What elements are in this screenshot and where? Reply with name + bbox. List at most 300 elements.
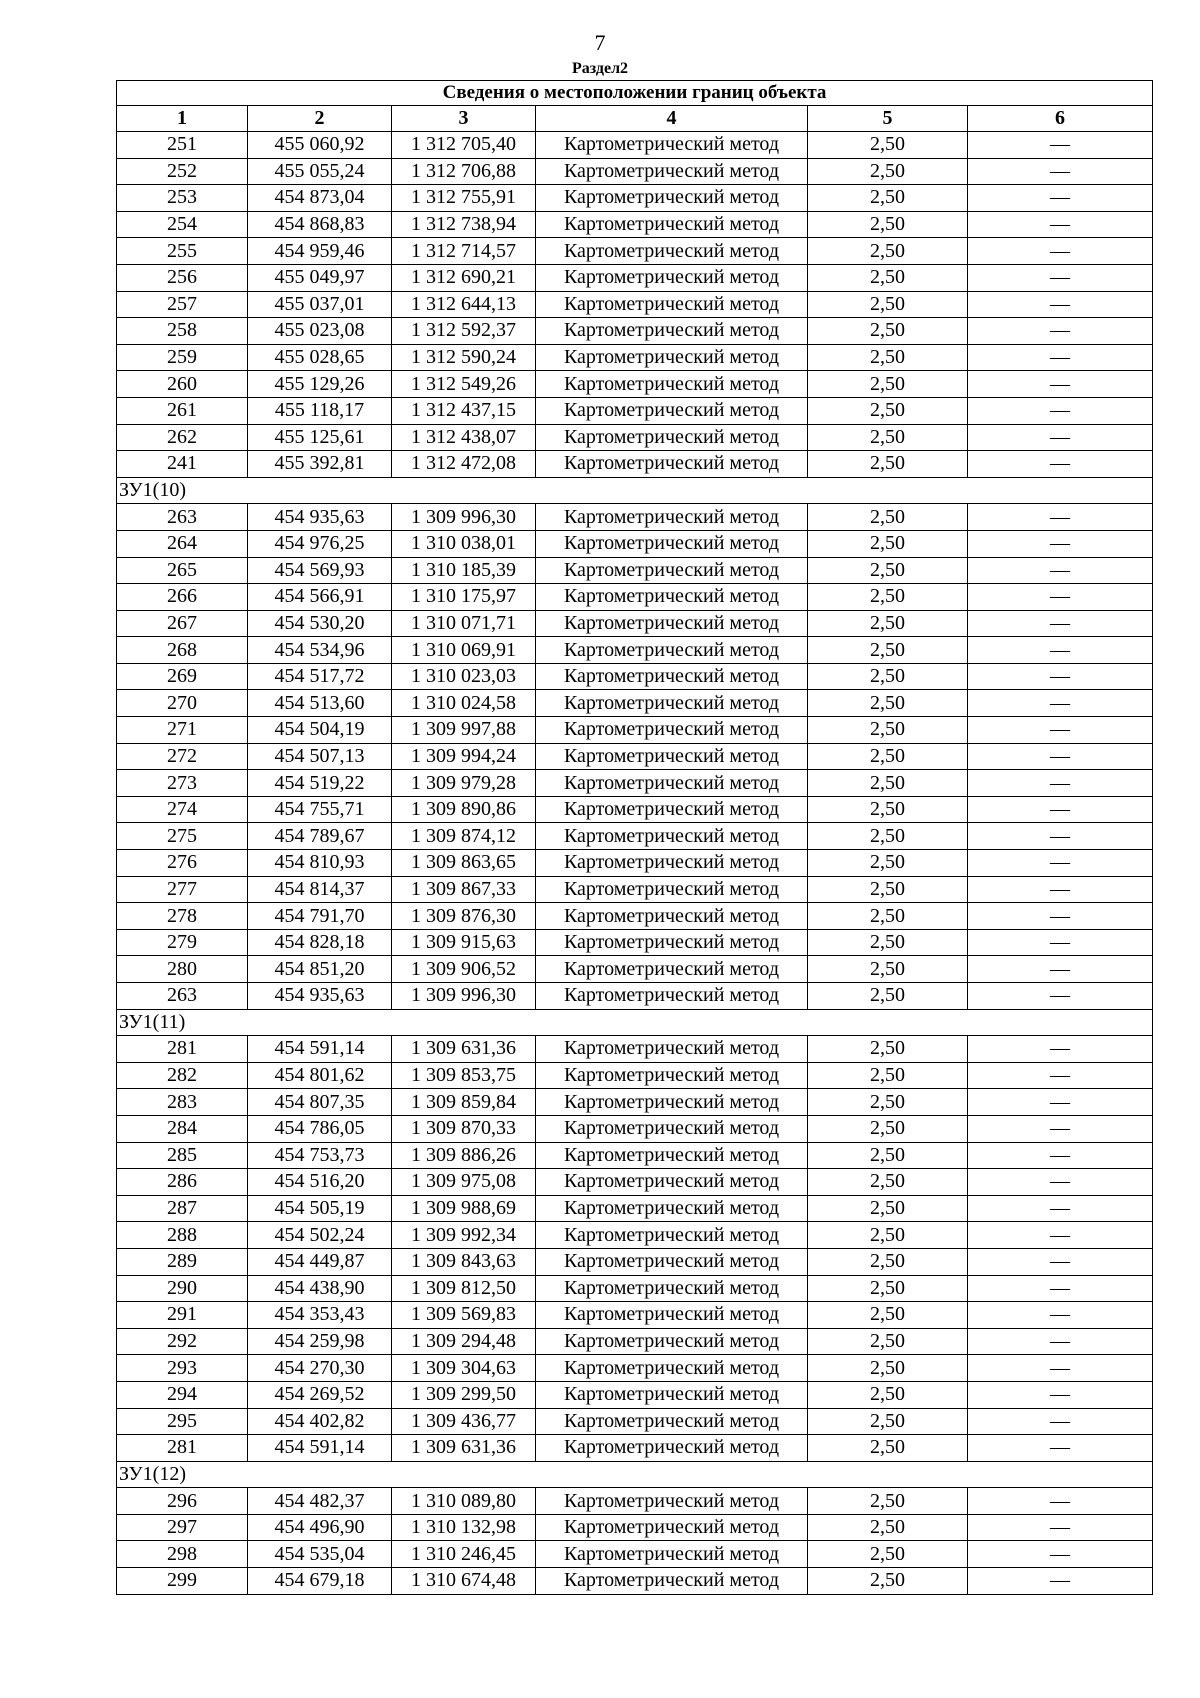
y-coordinate-cell: 1 309 874,12 [392, 823, 536, 850]
accuracy-cell: 2,50 [808, 796, 968, 823]
x-coordinate-cell: 455 060,92 [248, 132, 392, 159]
y-coordinate-cell: 1 309 975,08 [392, 1169, 536, 1196]
method-cell: Картометрический метод [536, 1435, 808, 1462]
method-cell: Картометрический метод [536, 371, 808, 398]
point-number-cell: 283 [117, 1089, 248, 1116]
description-cell: — [968, 132, 1153, 159]
y-coordinate-cell: 1 310 089,80 [392, 1488, 536, 1515]
x-coordinate-cell: 454 828,18 [248, 929, 392, 956]
x-coordinate-cell: 454 504,19 [248, 717, 392, 744]
y-coordinate-cell: 1 309 906,52 [392, 956, 536, 983]
table-row [117, 823, 1153, 850]
accuracy-cell: 2,50 [808, 1568, 968, 1595]
y-coordinate-cell: 1 312 438,07 [392, 424, 536, 451]
y-coordinate-cell: 1 309 915,63 [392, 929, 536, 956]
table-body [117, 81, 1153, 1595]
method-cell: Картометрический метод [536, 690, 808, 717]
description-cell: — [968, 770, 1153, 797]
description-cell: — [968, 264, 1153, 291]
description-cell: — [968, 584, 1153, 611]
y-coordinate-cell: 1 312 592,37 [392, 318, 536, 345]
description-cell: — [968, 610, 1153, 637]
accuracy-cell: 2,50 [808, 291, 968, 318]
table-row [117, 1036, 1153, 1063]
method-cell: Картометрический метод [536, 1089, 808, 1116]
y-coordinate-cell: 1 309 853,75 [392, 1062, 536, 1089]
accuracy-cell: 2,50 [808, 717, 968, 744]
table-row [117, 1275, 1153, 1302]
description-cell: — [968, 1275, 1153, 1302]
method-cell: Картометрический метод [536, 1541, 808, 1568]
method-cell: Картометрический метод [536, 557, 808, 584]
y-coordinate-cell: 1 309 994,24 [392, 743, 536, 770]
point-number-cell: 287 [117, 1195, 248, 1222]
description-cell: — [968, 663, 1153, 690]
accuracy-cell: 2,50 [808, 504, 968, 531]
x-coordinate-cell: 454 976,25 [248, 530, 392, 557]
table-row [117, 743, 1153, 770]
accuracy-cell: 2,50 [808, 690, 968, 717]
x-coordinate-cell: 454 935,63 [248, 983, 392, 1010]
table-row [117, 1169, 1153, 1196]
y-coordinate-cell: 1 309 859,84 [392, 1089, 536, 1116]
x-coordinate-cell: 455 129,26 [248, 371, 392, 398]
point-number-cell: 294 [117, 1381, 248, 1408]
table-row [117, 318, 1153, 345]
y-coordinate-cell: 1 310 071,71 [392, 610, 536, 637]
x-coordinate-cell: 454 513,60 [248, 690, 392, 717]
column-header: 1 [117, 106, 248, 132]
accuracy-cell: 2,50 [808, 929, 968, 956]
y-coordinate-cell: 1 312 755,91 [392, 185, 536, 212]
accuracy-cell: 2,50 [808, 1062, 968, 1089]
accuracy-cell: 2,50 [808, 1142, 968, 1169]
table-row [117, 1514, 1153, 1541]
y-coordinate-cell: 1 310 175,97 [392, 584, 536, 611]
description-cell: — [968, 158, 1153, 185]
point-number-cell: 273 [117, 770, 248, 797]
description-cell: — [968, 1089, 1153, 1116]
table-row [117, 770, 1153, 797]
method-cell: Картометрический метод [536, 1355, 808, 1382]
x-coordinate-cell: 454 269,52 [248, 1381, 392, 1408]
x-coordinate-cell: 455 023,08 [248, 318, 392, 345]
method-cell: Картометрический метод [536, 1514, 808, 1541]
point-number-cell: 299 [117, 1568, 248, 1595]
table-row [117, 158, 1153, 185]
point-number-cell: 274 [117, 796, 248, 823]
table-row [117, 344, 1153, 371]
table-row [117, 557, 1153, 584]
x-coordinate-cell: 454 868,83 [248, 211, 392, 238]
description-cell: — [968, 344, 1153, 371]
y-coordinate-cell: 1 312 690,21 [392, 264, 536, 291]
table-row [117, 1381, 1153, 1408]
description-cell: — [968, 1408, 1153, 1435]
method-cell: Картометрический метод [536, 1195, 808, 1222]
description-cell: — [968, 530, 1153, 557]
method-cell: Картометрический метод [536, 1036, 808, 1063]
x-coordinate-cell: 454 801,62 [248, 1062, 392, 1089]
y-coordinate-cell: 1 310 185,39 [392, 557, 536, 584]
accuracy-cell: 2,50 [808, 637, 968, 664]
y-coordinate-cell: 1 310 023,03 [392, 663, 536, 690]
description-cell: — [968, 1302, 1153, 1329]
accuracy-cell: 2,50 [808, 850, 968, 877]
x-coordinate-cell: 454 810,93 [248, 850, 392, 877]
method-cell: Картометрический метод [536, 610, 808, 637]
method-cell: Картометрический метод [536, 743, 808, 770]
x-coordinate-cell: 455 049,97 [248, 264, 392, 291]
method-cell: Картометрический метод [536, 770, 808, 797]
y-coordinate-cell: 1 309 890,86 [392, 796, 536, 823]
point-number-cell: 290 [117, 1275, 248, 1302]
accuracy-cell: 2,50 [808, 823, 968, 850]
table-row [117, 637, 1153, 664]
point-number-cell: 297 [117, 1514, 248, 1541]
method-cell: Картометрический метод [536, 903, 808, 930]
accuracy-cell: 2,50 [808, 1541, 968, 1568]
description-cell: — [968, 291, 1153, 318]
table-row [117, 1142, 1153, 1169]
page-number: 7 [594, 30, 606, 55]
point-number-cell: 285 [117, 1142, 248, 1169]
table-row [117, 1488, 1153, 1515]
method-cell: Картометрический метод [536, 1328, 808, 1355]
x-coordinate-cell: 454 505,19 [248, 1195, 392, 1222]
method-cell: Картометрический метод [536, 211, 808, 238]
method-cell: Картометрический метод [536, 876, 808, 903]
point-number-cell: 298 [117, 1541, 248, 1568]
method-cell: Картометрический метод [536, 318, 808, 345]
method-cell: Картометрический метод [536, 238, 808, 265]
point-number-cell: 263 [117, 504, 248, 531]
x-coordinate-cell: 454 519,22 [248, 770, 392, 797]
accuracy-cell: 2,50 [808, 344, 968, 371]
y-coordinate-cell: 1 310 132,98 [392, 1514, 536, 1541]
accuracy-cell: 2,50 [808, 158, 968, 185]
y-coordinate-cell: 1 309 886,26 [392, 1142, 536, 1169]
group-row [117, 1009, 1153, 1036]
description-cell: — [968, 211, 1153, 238]
table-caption-row [117, 81, 1153, 106]
method-cell: Картометрический метод [536, 717, 808, 744]
table-row [117, 663, 1153, 690]
point-number-cell: 254 [117, 211, 248, 238]
table-row [117, 397, 1153, 424]
description-cell: — [968, 1435, 1153, 1462]
accuracy-cell: 2,50 [808, 983, 968, 1010]
y-coordinate-cell: 1 310 246,45 [392, 1541, 536, 1568]
method-cell: Картометрический метод [536, 1115, 808, 1142]
x-coordinate-cell: 454 534,96 [248, 637, 392, 664]
method-cell: Картометрический метод [536, 185, 808, 212]
point-number-cell: 272 [117, 743, 248, 770]
point-number-cell: 269 [117, 663, 248, 690]
table-row [117, 504, 1153, 531]
method-cell: Картометрический метод [536, 983, 808, 1010]
accuracy-cell: 2,50 [808, 1328, 968, 1355]
x-coordinate-cell: 454 402,82 [248, 1408, 392, 1435]
y-coordinate-cell: 1 310 024,58 [392, 690, 536, 717]
column-header: 3 [392, 106, 536, 132]
description-cell: — [968, 424, 1153, 451]
y-coordinate-cell: 1 309 996,30 [392, 983, 536, 1010]
y-coordinate-cell: 1 309 997,88 [392, 717, 536, 744]
description-cell: — [968, 1488, 1153, 1515]
y-coordinate-cell: 1 312 437,15 [392, 397, 536, 424]
x-coordinate-cell: 454 535,04 [248, 1541, 392, 1568]
point-number-cell: 295 [117, 1408, 248, 1435]
x-coordinate-cell: 454 530,20 [248, 610, 392, 637]
table-row [117, 717, 1153, 744]
x-coordinate-cell: 454 791,70 [248, 903, 392, 930]
description-cell: — [968, 796, 1153, 823]
accuracy-cell: 2,50 [808, 318, 968, 345]
table-row [117, 1435, 1153, 1462]
boundary-coordinates-table [116, 80, 1153, 1595]
method-cell: Картометрический метод [536, 1381, 808, 1408]
accuracy-cell: 2,50 [808, 397, 968, 424]
y-coordinate-cell: 1 309 304,63 [392, 1355, 536, 1382]
description-cell: — [968, 850, 1153, 877]
column-header: 2 [248, 106, 392, 132]
x-coordinate-cell: 455 037,01 [248, 291, 392, 318]
y-coordinate-cell: 1 309 569,83 [392, 1302, 536, 1329]
description-cell: — [968, 1142, 1153, 1169]
table-row [117, 876, 1153, 903]
accuracy-cell: 2,50 [808, 1222, 968, 1249]
x-coordinate-cell: 454 786,05 [248, 1115, 392, 1142]
accuracy-cell: 2,50 [808, 211, 968, 238]
accuracy-cell: 2,50 [808, 770, 968, 797]
point-number-cell: 281 [117, 1435, 248, 1462]
x-coordinate-cell: 454 591,14 [248, 1435, 392, 1462]
table-row [117, 1062, 1153, 1089]
point-number-cell: 268 [117, 637, 248, 664]
description-cell: — [968, 1169, 1153, 1196]
method-cell: Картометрический метод [536, 530, 808, 557]
accuracy-cell: 2,50 [808, 876, 968, 903]
accuracy-cell: 2,50 [808, 238, 968, 265]
point-number-cell: 263 [117, 983, 248, 1010]
accuracy-cell: 2,50 [808, 1408, 968, 1435]
point-number-cell: 259 [117, 344, 248, 371]
method-cell: Картометрический метод [536, 823, 808, 850]
description-cell: — [968, 1248, 1153, 1275]
description-cell: — [968, 1568, 1153, 1595]
table-caption: Сведения о местоположении границ объекта [117, 81, 1153, 106]
point-number-cell: 258 [117, 318, 248, 345]
accuracy-cell: 2,50 [808, 185, 968, 212]
table-row [117, 1089, 1153, 1116]
method-cell: Картометрический метод [536, 637, 808, 664]
description-cell: — [968, 983, 1153, 1010]
x-coordinate-cell: 454 807,35 [248, 1089, 392, 1116]
description-cell: — [968, 743, 1153, 770]
method-cell: Картометрический метод [536, 796, 808, 823]
method-cell: Картометрический метод [536, 158, 808, 185]
table-row [117, 929, 1153, 956]
method-cell: Картометрический метод [536, 929, 808, 956]
method-cell: Картометрический метод [536, 1142, 808, 1169]
table-row [117, 238, 1153, 265]
table-row [117, 132, 1153, 159]
y-coordinate-cell: 1 309 876,30 [392, 903, 536, 930]
x-coordinate-cell: 454 755,71 [248, 796, 392, 823]
accuracy-cell: 2,50 [808, 1195, 968, 1222]
y-coordinate-cell: 1 310 038,01 [392, 530, 536, 557]
group-label: ЗУ1(11) [117, 1009, 1153, 1036]
accuracy-cell: 2,50 [808, 530, 968, 557]
table-row [117, 1328, 1153, 1355]
point-number-cell: 261 [117, 397, 248, 424]
table-row [117, 1408, 1153, 1435]
table-row [117, 690, 1153, 717]
y-coordinate-cell: 1 309 992,34 [392, 1222, 536, 1249]
description-cell: — [968, 903, 1153, 930]
accuracy-cell: 2,50 [808, 424, 968, 451]
group-label: ЗУ1(10) [117, 477, 1153, 504]
description-cell: — [968, 1062, 1153, 1089]
section-label: Раздел2 [571, 60, 629, 77]
accuracy-cell: 2,50 [808, 1115, 968, 1142]
accuracy-cell: 2,50 [808, 663, 968, 690]
method-cell: Картометрический метод [536, 1302, 808, 1329]
accuracy-cell: 2,50 [808, 264, 968, 291]
method-cell: Картометрический метод [536, 956, 808, 983]
table-row [117, 610, 1153, 637]
x-coordinate-cell: 454 789,67 [248, 823, 392, 850]
y-coordinate-cell: 1 312 705,40 [392, 132, 536, 159]
y-coordinate-cell: 1 309 867,33 [392, 876, 536, 903]
method-cell: Картометрический метод [536, 1248, 808, 1275]
description-cell: — [968, 1036, 1153, 1063]
accuracy-cell: 2,50 [808, 584, 968, 611]
y-coordinate-cell: 1 312 706,88 [392, 158, 536, 185]
y-coordinate-cell: 1 312 590,24 [392, 344, 536, 371]
x-coordinate-cell: 454 873,04 [248, 185, 392, 212]
point-number-cell: 292 [117, 1328, 248, 1355]
accuracy-cell: 2,50 [808, 1381, 968, 1408]
x-coordinate-cell: 455 055,24 [248, 158, 392, 185]
point-number-cell: 260 [117, 371, 248, 398]
accuracy-cell: 2,50 [808, 1248, 968, 1275]
point-number-cell: 280 [117, 956, 248, 983]
description-cell: — [968, 451, 1153, 478]
group-row [117, 1461, 1153, 1488]
method-cell: Картометрический метод [536, 132, 808, 159]
method-cell: Картометрический метод [536, 584, 808, 611]
table-row [117, 1568, 1153, 1595]
method-cell: Картометрический метод [536, 1408, 808, 1435]
x-coordinate-cell: 454 502,24 [248, 1222, 392, 1249]
method-cell: Картометрический метод [536, 451, 808, 478]
method-cell: Картометрический метод [536, 344, 808, 371]
y-coordinate-cell: 1 309 812,50 [392, 1275, 536, 1302]
table-row [117, 850, 1153, 877]
table-row [117, 1541, 1153, 1568]
y-coordinate-cell: 1 309 631,36 [392, 1036, 536, 1063]
point-number-cell: 270 [117, 690, 248, 717]
description-cell: — [968, 1514, 1153, 1541]
point-number-cell: 271 [117, 717, 248, 744]
method-cell: Картометрический метод [536, 1169, 808, 1196]
point-number-cell: 253 [117, 185, 248, 212]
x-coordinate-cell: 454 449,87 [248, 1248, 392, 1275]
description-cell: — [968, 1381, 1153, 1408]
table-row [117, 211, 1153, 238]
description-cell: — [968, 956, 1153, 983]
accuracy-cell: 2,50 [808, 1355, 968, 1382]
y-coordinate-cell: 1 309 299,50 [392, 1381, 536, 1408]
method-cell: Картометрический метод [536, 397, 808, 424]
table-row [117, 584, 1153, 611]
table-row [117, 956, 1153, 983]
x-coordinate-cell: 454 935,63 [248, 504, 392, 531]
y-coordinate-cell: 1 309 863,65 [392, 850, 536, 877]
point-number-cell: 275 [117, 823, 248, 850]
point-number-cell: 276 [117, 850, 248, 877]
accuracy-cell: 2,50 [808, 1089, 968, 1116]
x-coordinate-cell: 455 118,17 [248, 397, 392, 424]
table-row [117, 1222, 1153, 1249]
x-coordinate-cell: 454 270,30 [248, 1355, 392, 1382]
point-number-cell: 296 [117, 1488, 248, 1515]
y-coordinate-cell: 1 309 436,77 [392, 1408, 536, 1435]
description-cell: — [968, 397, 1153, 424]
y-coordinate-cell: 1 309 996,30 [392, 504, 536, 531]
table-row [117, 1355, 1153, 1382]
y-coordinate-cell: 1 312 738,94 [392, 211, 536, 238]
point-number-cell: 284 [117, 1115, 248, 1142]
y-coordinate-cell: 1 310 069,91 [392, 637, 536, 664]
column-header: 5 [808, 106, 968, 132]
method-cell: Картометрический метод [536, 424, 808, 451]
accuracy-cell: 2,50 [808, 557, 968, 584]
y-coordinate-cell: 1 309 294,48 [392, 1328, 536, 1355]
table-row [117, 1115, 1153, 1142]
x-coordinate-cell: 454 496,90 [248, 1514, 392, 1541]
point-number-cell: 264 [117, 530, 248, 557]
y-coordinate-cell: 1 309 988,69 [392, 1195, 536, 1222]
x-coordinate-cell: 454 814,37 [248, 876, 392, 903]
x-coordinate-cell: 454 569,93 [248, 557, 392, 584]
x-coordinate-cell: 455 125,61 [248, 424, 392, 451]
table-row [117, 424, 1153, 451]
description-cell: — [968, 371, 1153, 398]
point-number-cell: 291 [117, 1302, 248, 1329]
table-row [117, 796, 1153, 823]
table-row [117, 1302, 1153, 1329]
method-cell: Картометрический метод [536, 663, 808, 690]
accuracy-cell: 2,50 [808, 1036, 968, 1063]
column-header-row [117, 106, 1153, 132]
point-number-cell: 282 [117, 1062, 248, 1089]
table-row [117, 1248, 1153, 1275]
method-cell: Картометрический метод [536, 504, 808, 531]
description-cell: — [968, 1328, 1153, 1355]
x-coordinate-cell: 454 438,90 [248, 1275, 392, 1302]
accuracy-cell: 2,50 [808, 1488, 968, 1515]
point-number-cell: 251 [117, 132, 248, 159]
accuracy-cell: 2,50 [808, 956, 968, 983]
table-row [117, 903, 1153, 930]
accuracy-cell: 2,50 [808, 1275, 968, 1302]
x-coordinate-cell: 454 482,37 [248, 1488, 392, 1515]
description-cell: — [968, 185, 1153, 212]
point-number-cell: 288 [117, 1222, 248, 1249]
